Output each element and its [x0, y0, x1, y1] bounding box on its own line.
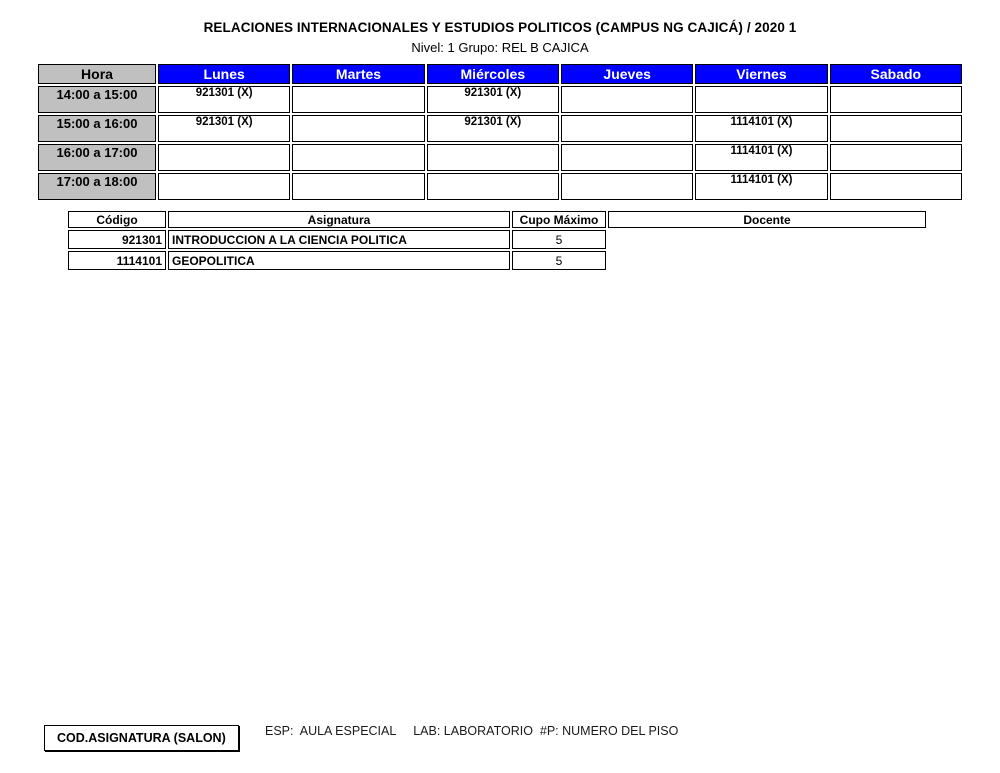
- schedule-cell-sabado: [830, 86, 962, 113]
- course-docente: [608, 230, 926, 249]
- schedule-cell-viernes: 1114101 (X): [695, 173, 827, 200]
- schedule-cell-lunes: [158, 173, 290, 200]
- time-slot-label: 16:00 a 17:00: [38, 144, 156, 171]
- schedule-cell-jueves: [561, 86, 693, 113]
- schedule-cell-miercoles: 921301 (X): [427, 86, 559, 113]
- schedule-table: [36, 62, 964, 202]
- time-slot-label: 15:00 a 16:00: [38, 115, 156, 142]
- schedule-cell-miercoles: 921301 (X): [427, 115, 559, 142]
- schedule-cell-martes: [292, 144, 424, 171]
- schedule-cell-miercoles: [427, 144, 559, 171]
- column-header-lunes: Lunes: [158, 64, 290, 84]
- column-header-hora: Hora: [38, 64, 156, 84]
- page-subtitle: Nivel: 1 Grupo: REL B CAJICA: [411, 40, 589, 55]
- cod-asignatura-salon-box: COD.ASIGNATURA (SALON): [44, 725, 239, 751]
- courses-table: [66, 209, 928, 272]
- schedule-cell-jueves: [561, 173, 693, 200]
- schedule-cell-lunes: 921301 (X): [158, 115, 290, 142]
- course-code: 921301: [68, 230, 166, 249]
- schedule-cell-martes: [292, 173, 424, 200]
- schedule-cell-viernes: 1114101 (X): [695, 144, 827, 171]
- schedule-cell-jueves: [561, 115, 693, 142]
- courses-header-row: [68, 211, 926, 228]
- schedule-cell-martes: [292, 86, 424, 113]
- schedule-cell-jueves: [561, 144, 693, 171]
- course-code: 1114101: [68, 251, 166, 270]
- schedule-cell-lunes: 921301 (X): [158, 86, 290, 113]
- column-header-docente: Docente: [608, 211, 926, 228]
- course-row: [68, 230, 926, 249]
- schedule-cell-martes: [292, 115, 424, 142]
- course-cupo: 5: [512, 230, 606, 249]
- schedule-row-1700: [38, 173, 962, 200]
- column-header-miercoles: Miércoles: [427, 64, 559, 84]
- schedule-cell-viernes: [695, 86, 827, 113]
- column-header-asignatura: Asignatura: [168, 211, 510, 228]
- course-name: INTRODUCCION A LA CIENCIA POLITICA: [168, 230, 510, 249]
- column-header-martes: Martes: [292, 64, 424, 84]
- schedule-cell-lunes: [158, 144, 290, 171]
- schedule-row-1500: [38, 115, 962, 142]
- course-cupo: 5: [512, 251, 606, 270]
- course-name: GEOPOLITICA: [168, 251, 510, 270]
- legend-text: ESP: AULA ESPECIAL LAB: LABORATORIO #P: NUMERO DEL PISO: [265, 724, 679, 738]
- schedule-cell-viernes: 1114101 (X): [695, 115, 827, 142]
- course-row: [68, 251, 926, 270]
- column-header-sabado: Sabado: [830, 64, 962, 84]
- column-header-cupo-maximo: Cupo Máximo: [512, 211, 606, 228]
- column-header-viernes: Viernes: [695, 64, 827, 84]
- schedule-header-row: [38, 64, 962, 84]
- schedule-row-1600: [38, 144, 962, 171]
- column-header-codigo: Código: [68, 211, 166, 228]
- schedule-cell-sabado: [830, 173, 962, 200]
- column-header-jueves: Jueves: [561, 64, 693, 84]
- page-title: RELACIONES INTERNACIONALES Y ESTUDIOS POLITICOS (CAMPUS NG CAJICÁ) / 2020 1: [203, 20, 797, 35]
- schedule-cell-miercoles: [427, 173, 559, 200]
- time-slot-label: 17:00 a 18:00: [38, 173, 156, 200]
- time-slot-label: 14:00 a 15:00: [38, 86, 156, 113]
- schedule-cell-sabado: [830, 115, 962, 142]
- course-docente: [608, 251, 926, 270]
- schedule-cell-sabado: [830, 144, 962, 171]
- schedule-row-1400: [38, 86, 962, 113]
